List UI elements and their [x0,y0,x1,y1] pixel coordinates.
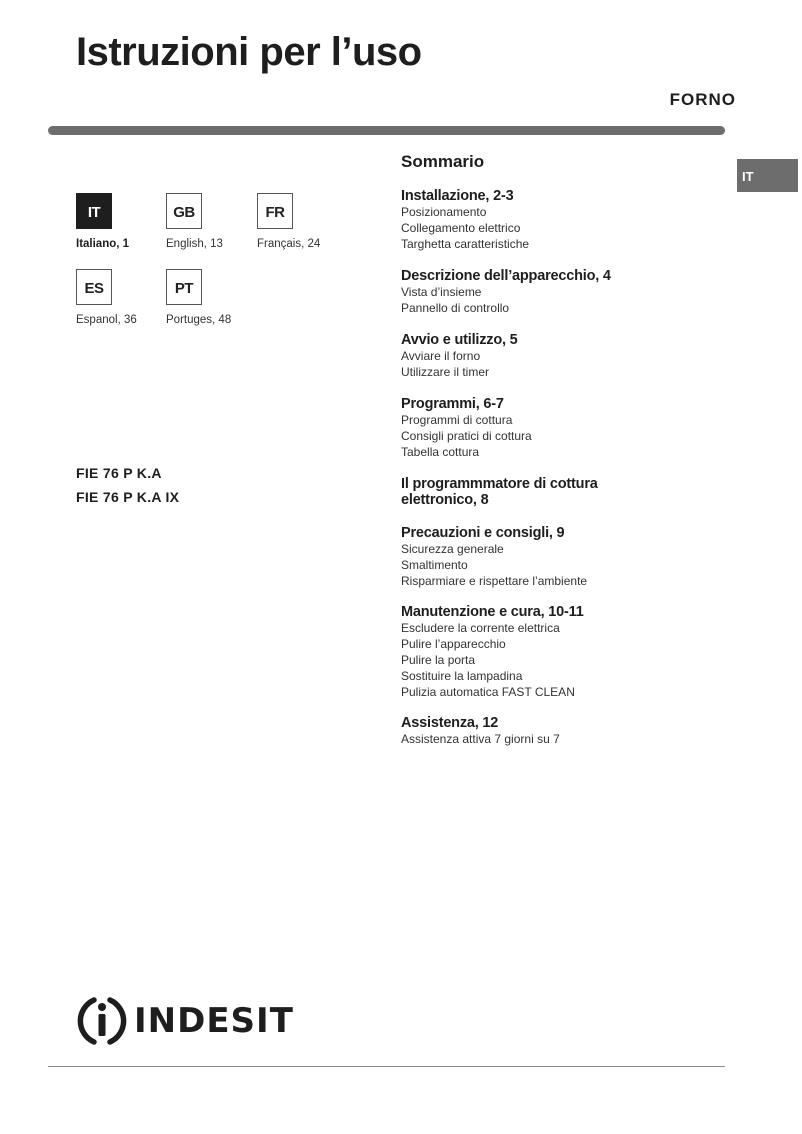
toc-section [401,525,721,589]
language-code: FR [265,204,285,221]
language-box-it[interactable] [76,193,112,229]
model-name: FIE 76 P K.A [76,465,162,481]
toc-item: Pulire la porta [401,653,476,667]
header-divider [48,126,725,135]
toc-item: Smaltimento [401,558,468,572]
language-code: PT [174,280,194,297]
language-tab [737,159,798,192]
toc-section [401,268,721,316]
language-box-es[interactable] [76,269,112,305]
language-code: GB [173,204,195,221]
toc-item: Collegamento elettrico [401,221,521,235]
toc-item: Utilizzare il timer [401,365,490,379]
toc-section-title: Programmi, 6-7 [401,396,504,412]
toc-item: Sostituire la lampadina [401,669,523,683]
toc-section-title: Avvio e utilizzo, 5 [401,332,518,348]
toc-section [401,604,721,700]
toc-item: Pulire l’apparecchio [401,637,506,651]
toc-item: Escludere la corrente elettrica [401,621,560,635]
toc-item: Avviare il forno [401,349,481,363]
language-label-fr: Français, 24 [257,238,321,250]
toc-section [401,715,721,747]
toc-item: Programmi di cottura [401,413,513,427]
language-code: IT [87,204,101,221]
language-label-it: Italiano, 1 [76,238,130,250]
toc-section-title: Precauzioni e consigli, 9 [401,525,565,541]
toc-heading: Sommario [401,152,485,171]
language-label-gb: English, 13 [166,238,223,250]
toc-item: Sicurezza generale [401,542,504,556]
language-box-pt[interactable] [166,269,202,305]
model-name: FIE 76 P K.A IX [76,489,180,505]
toc-item: Consigli pratici di cottura [401,429,532,443]
toc-section [401,332,721,380]
toc-item: Pannello di controllo [401,301,510,315]
product-type: FORNO [669,90,736,109]
language-label-es: Espanol, 36 [76,314,137,326]
language-tab-label: IT [742,169,754,184]
toc-item: Posizionamento [401,205,487,219]
toc-item: Targhetta caratteristiche [401,237,530,251]
language-code: ES [84,280,104,297]
language-box-fr[interactable] [257,193,293,229]
toc-section-title: Assistenza, 12 [401,715,499,731]
language-label-pt: Portuges, 48 [166,314,232,326]
page-title: Istruzioni per l’uso [76,30,422,74]
toc-section-title: Manutenzione e cura, 10-11 [401,604,584,620]
brand-name: INDESIT [134,1001,294,1041]
indesit-logo-icon [76,994,128,1053]
toc-section [401,396,721,460]
toc-section-title: Installazione, 2-3 [401,188,514,204]
toc-section [401,188,721,252]
language-box-gb[interactable] [166,193,202,229]
toc-item: Vista d’insieme [401,285,482,299]
toc-section-title: Descrizione dell’apparecchio, 4 [401,268,611,284]
toc-item: Risparmiare e rispettare l’ambiente [401,574,588,588]
toc-item: Tabella cottura [401,445,480,459]
footer-divider [48,1066,725,1067]
toc-section-title: Il programmmatore di cottura elettronico, 8 [401,476,598,508]
toc-item: Pulizia automatica FAST CLEAN [401,685,575,699]
toc-section [401,476,641,508]
toc-item: Assistenza attiva 7 giorni su 7 [401,732,560,746]
